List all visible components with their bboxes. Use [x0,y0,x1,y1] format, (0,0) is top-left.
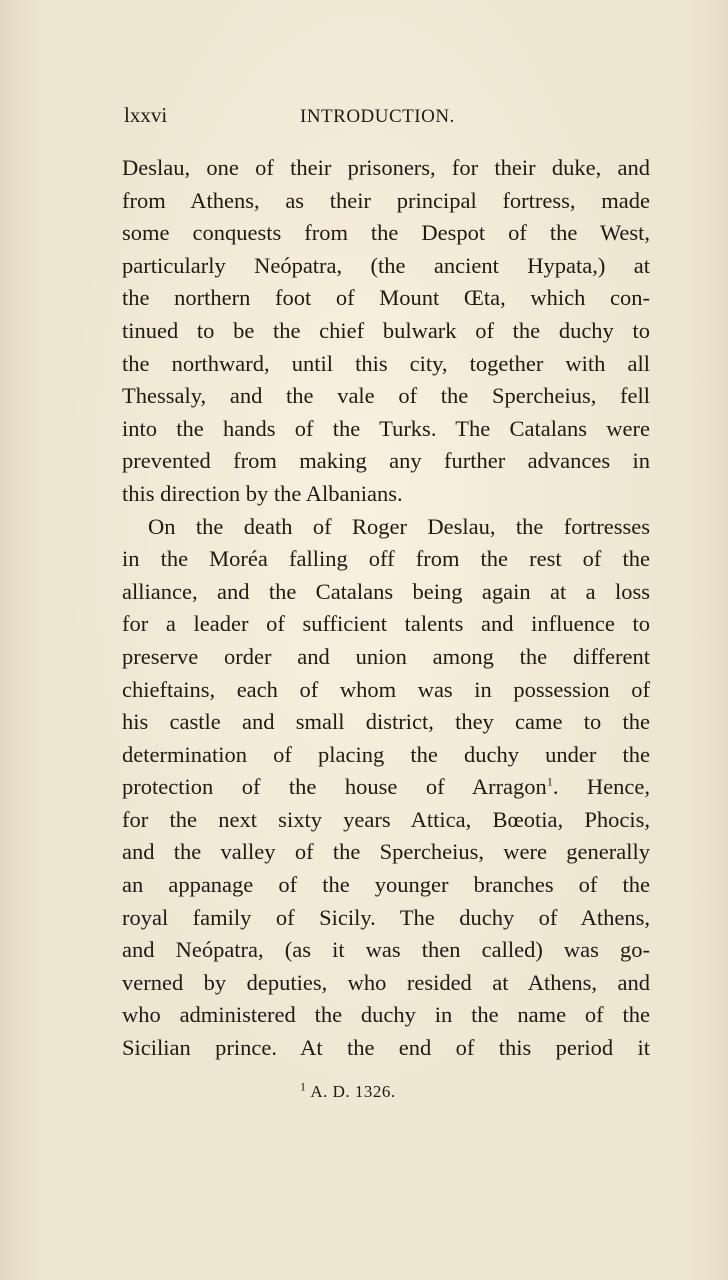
text-line: and Neópatra, (as it was then called) was go- [122,937,650,963]
text-line: into the hands of the Turks. The Catalans were [122,415,650,441]
footnote-marker: 1 [300,1079,307,1094]
text-line: the northern foot of Mount Œta, which con- [122,285,650,311]
text-line: verned by deputies, who resided at Athens, and [122,969,650,995]
text-line: for the next sixty years Attica, Bœotia, Phocis, [122,806,650,832]
text-line: an appanage of the younger branches of the [122,872,650,898]
text-line: this direction by the Albanians. [122,480,403,506]
text-line: Thessaly, and the vale of the Spercheius, fell [122,383,650,409]
text-line: determination of placing the duchy under the [122,741,650,767]
text-line: and the valley of the Spercheius, were generally [122,839,650,865]
text-line: for a leader of sufficient talents and influence to [122,611,650,637]
text-line: alliance, and the Catalans being again at a loss [122,578,650,604]
text-line: Deslau, one of their prisoners, for their duke, and [122,155,650,180]
text-segment: . Hence, [552,774,650,800]
text-line: in the Moréa falling off from the rest of the [122,546,650,572]
text-line: the northward, until this city, together with all [122,350,650,376]
footnote-marker: 1 [546,774,553,789]
body-text [122,152,650,1065]
text-line: tinued to be the chief bulwark of the duchy to [122,317,650,343]
text-line: some conquests from the Despot of the West, [122,220,650,246]
text-line: chieftains, each of whom was in possession of [122,676,650,702]
footnote-text: A. D. 1326. [310,1082,396,1101]
text-line: his castle and small district, they came to the [122,709,650,735]
text-line: particularly Neópatra, (the ancient Hypata,) at [122,252,650,278]
text-line-with-footnote [122,771,650,804]
text-line: On the death of Roger Deslau, the fortresses [148,513,650,539]
text-line: from Athens, as their principal fortress, made [122,187,650,213]
text-line: Sicilian prince. At the end of this period it [122,1035,650,1061]
text-line: prevented from making any further advances in [122,448,650,474]
page-number: lxxvi [124,103,168,127]
text-line: who administered the duchy in the name of the [122,1002,650,1028]
footnote [300,1080,396,1104]
text-line: royal family of Sicily. The duchy of Athens, [122,904,650,930]
text-segment: protection of the house of Arragon [122,774,547,800]
text-line: preserve order and union among the different [122,643,650,669]
running-head [124,100,648,130]
section-title: INTRODUCTION. [300,106,455,127]
